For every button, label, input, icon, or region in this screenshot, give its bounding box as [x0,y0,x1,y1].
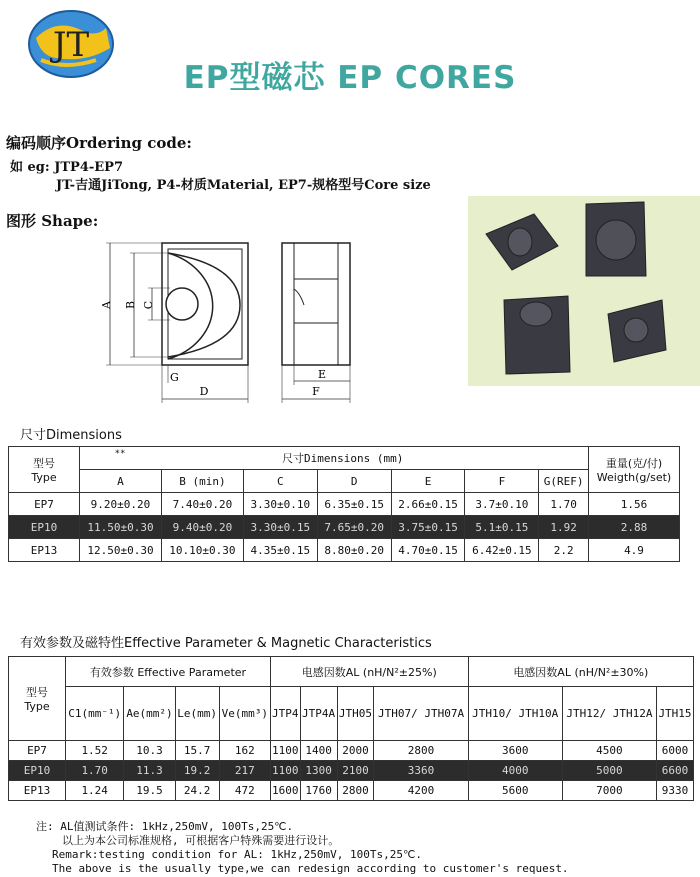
dimension-cell: 9.20±0.20 [80,493,162,516]
value-cell: 472 [219,781,270,801]
dimension-cell: 5.1±0.15 [465,516,539,539]
type-cell: EP10 [9,516,80,539]
value-cell: 1760 [300,781,337,801]
column-header: Ve(mm³) [219,687,270,741]
type-cell: EP13 [9,781,66,801]
dimension-cell: 7.40±0.20 [161,493,243,516]
type-header [9,447,80,493]
value-cell: 3360 [374,761,468,781]
value-cell: 6600 [657,761,694,781]
column-header: B (min) [161,470,243,493]
weight-cell: 4.9 [589,539,680,562]
dim-label-d: D [199,385,209,398]
value-cell: 1100 [270,761,300,781]
column-header: JTH12/ JTH12A [562,687,656,741]
column-header: G(REF) [539,470,589,493]
weight-header [589,447,680,493]
dimensions-group-header [80,447,589,470]
type-header-cn: 型号 [33,457,55,470]
value-cell: 4000 [468,761,562,781]
value-cell: 5600 [468,781,562,801]
dimension-cell: 6.42±0.15 [465,539,539,562]
value-cell: 2800 [337,781,374,801]
ordering-heading: 编码顺序Ordering code: [6,134,192,152]
value-cell: 1.52 [66,741,124,761]
example-code: JTP4-EP7 [54,160,123,175]
stars-mark: ** [114,449,126,459]
dimension-cell: 12.50±0.30 [80,539,162,562]
dimension-cell: 3.30±0.10 [243,493,317,516]
column-header: JTP4 [270,687,300,741]
dimension-cell: 1.70 [539,493,589,516]
ordering-example [10,156,123,175]
column-header: F [465,470,539,493]
group-header-label: 尺寸Dimensions (mm) [282,452,404,465]
value-cell: 162 [219,741,270,761]
value-cell: 7000 [562,781,656,801]
column-header: Le(mm) [175,687,219,741]
value-cell: 4500 [562,741,656,761]
dimension-cell: 7.65±0.20 [317,516,391,539]
dimension-cell: 11.50±0.30 [80,516,162,539]
type-header-en: Type [31,471,57,484]
column-header: E [391,470,465,493]
eg-prefix: 如 eg: [10,160,50,175]
table-row [9,493,680,516]
dimension-cell: 10.10±0.30 [161,539,243,562]
core-drawing [100,235,460,410]
column-header: JTP4A [300,687,337,741]
eff-header-row [9,657,694,687]
value-cell: 9330 [657,781,694,801]
weight-header-en: Weigth(g/set) [596,471,672,484]
value-cell: 6000 [657,741,694,761]
value-cell: 1300 [300,761,337,781]
dimension-cell: 4.70±0.15 [391,539,465,562]
column-header: Ae(mm²) [124,687,175,741]
table-row [9,741,694,761]
al2-group-header: 电感因数AL (nH/N²±30%) [468,657,693,687]
dimension-cell: 3.7±0.10 [465,493,539,516]
weight-cell: 2.88 [589,516,680,539]
eff-type-en: Type [24,700,50,713]
value-cell: 11.3 [124,761,175,781]
column-header: JTH05 [337,687,374,741]
shape-heading: 图形 Shape: [6,212,99,230]
dim-label-c: C [142,300,155,310]
value-cell: 1400 [300,741,337,761]
column-header: JTH15 [657,687,694,741]
weight-cell: 1.56 [589,493,680,516]
table-row [9,761,694,781]
value-cell: 4200 [374,781,468,801]
dim-label-b: B [124,300,137,310]
column-header: A [80,470,162,493]
dimension-cell: 2.66±0.15 [391,493,465,516]
weight-header-cn: 重量(克/付) [605,457,663,470]
eff-type-cn: 型号 [26,686,48,699]
table-row [9,516,680,539]
value-cell: 1.70 [66,761,124,781]
al1-group-header: 电感因数AL (nH/N²±25%) [270,657,468,687]
note-line: 以上为本公司标准规格, 可根据客户特殊需要进行设计。 [62,834,340,847]
page-title: EP型磁芯 EP CORES [183,60,517,96]
dimension-cell: 1.92 [539,516,589,539]
note-line: 注: AL值测试条件: 1kHz,250mV, 100Ts,25℃. [36,820,294,833]
value-cell: 2800 [374,741,468,761]
dimension-cell: 8.80±0.20 [317,539,391,562]
dimensions-table [8,446,680,562]
type-cell: EP10 [9,761,66,781]
effective-heading: 有效参数及磁特性Effective Parameter & Magnetic Characteristics [20,636,432,651]
notes [36,820,569,876]
ordering-explain: JT-吉通JiTong, P4-材质Material, EP7-规格型号Core size [56,178,431,193]
value-cell: 2100 [337,761,374,781]
dim-label-e: E [317,368,327,381]
dimension-cell: 4.35±0.15 [243,539,317,562]
dim-label-g: G [170,371,179,384]
column-header-row [9,470,680,493]
value-cell: 3600 [468,741,562,761]
dim-label-a: A [100,301,113,309]
eff-column-header-row [9,687,694,741]
dimension-cell: 3.30±0.15 [243,516,317,539]
column-header: C [243,470,317,493]
value-cell: 1100 [270,741,300,761]
value-cell: 5000 [562,761,656,781]
value-cell: 19.5 [124,781,175,801]
table-header-row [9,447,680,470]
svg-text:JT: JT [52,25,90,65]
value-cell: 10.3 [124,741,175,761]
dimensions-heading: 尺寸Dimensions [20,428,122,443]
dimension-cell: 3.75±0.15 [391,516,465,539]
column-header: JTH07/ JTH07A [374,687,468,741]
dimension-cell: 6.35±0.15 [317,493,391,516]
value-cell: 1600 [270,781,300,801]
dim-label-f: F [312,385,320,398]
dimension-cell: 9.40±0.20 [161,516,243,539]
eff-type-header [9,657,66,741]
effective-table [8,656,694,801]
table-row [9,781,694,801]
core-photo [468,196,700,386]
note-line: The above is the usually type,we can redesign according to customer's request. [52,862,569,875]
value-cell: 217 [219,761,270,781]
type-cell: EP7 [9,741,66,761]
value-cell: 1.24 [66,781,124,801]
param-group-header: 有效参数 Effective Parameter [66,657,271,687]
column-header: C1(mm⁻¹) [66,687,124,741]
type-cell: EP13 [9,539,80,562]
column-header: JTH10/ JTH10A [468,687,562,741]
type-cell: EP7 [9,493,80,516]
table-row [9,539,680,562]
value-cell: 15.7 [175,741,219,761]
value-cell: 24.2 [175,781,219,801]
dimension-cell: 2.2 [539,539,589,562]
value-cell: 2000 [337,741,374,761]
note-line: Remark:testing condition for AL: 1kHz,250mV, 100Ts,25℃. [52,848,422,861]
value-cell: 19.2 [175,761,219,781]
column-header: D [317,470,391,493]
